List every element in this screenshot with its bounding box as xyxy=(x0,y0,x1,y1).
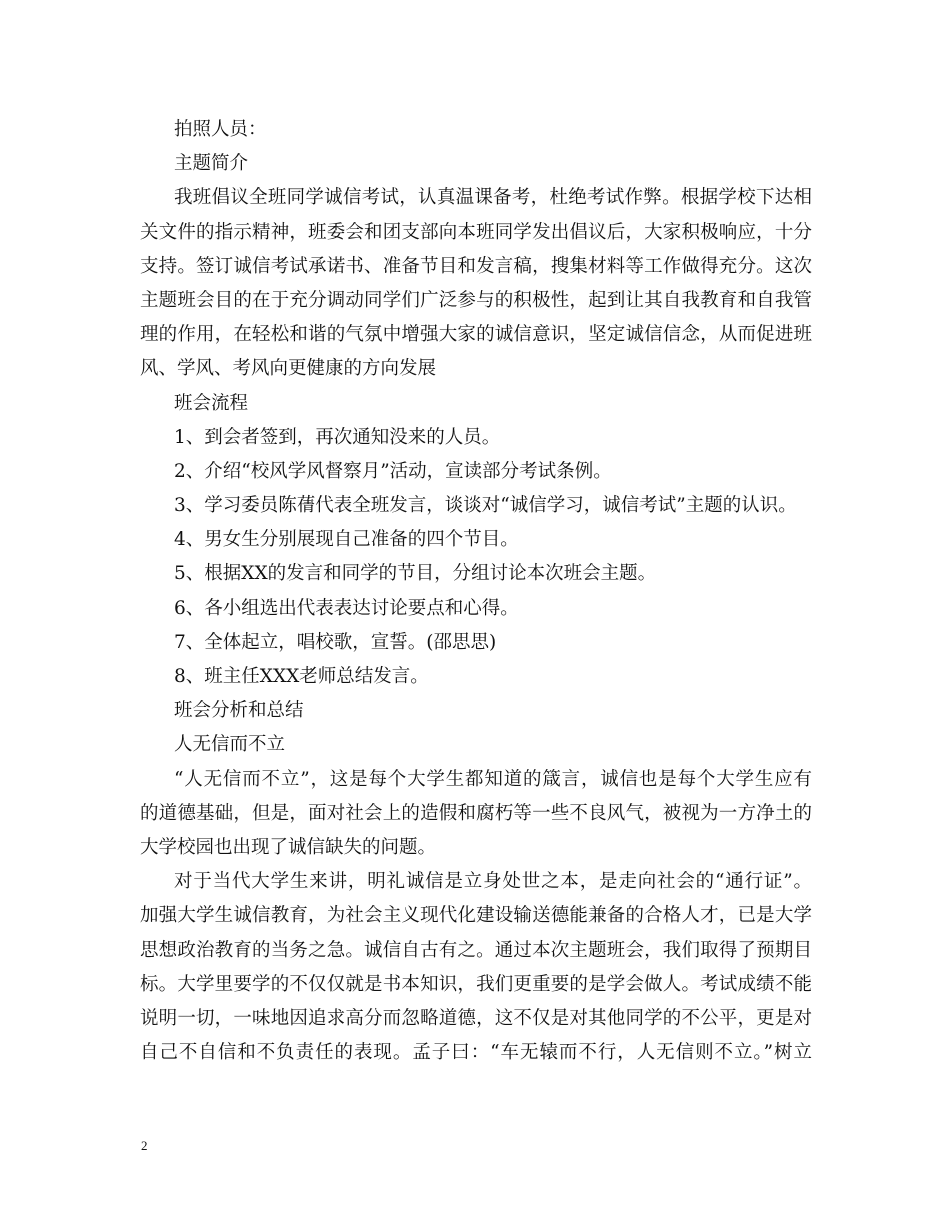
text-line: 5、根据XX的发言和同学的节目，分组讨论本次班会主题。 xyxy=(174,563,657,585)
text-line: 风、学风、考风向更健康的方向发展 xyxy=(140,358,437,380)
text-line: 关文件的指示精神，班委会和团支部向本班同学发出倡议后，大家积极响应，十分 xyxy=(140,221,812,243)
text-line: 我班倡议全班同学诚信考试，认真温课备考，杜绝考试作弊。根据学校下达相 xyxy=(174,187,812,209)
text-line: 2、介绍“校风学风督察月”活动，宣读部分考试条例。 xyxy=(174,460,612,482)
text-line: 支持。签订诚信考试承诺书、准备节目和发言稿，搜集材料等工作做得充分。这次 xyxy=(140,255,812,277)
page-number: 2 xyxy=(141,1138,148,1153)
text-line: 7、全体起立，唱校歌，宣誓。(邵思思) xyxy=(174,631,497,653)
text-line: 人无信而不立 xyxy=(174,734,286,756)
text-line: 理的作用，在轻松和谐的气氛中增强大家的诚信意识，坚定诚信信念，从而促进班 xyxy=(140,324,812,346)
text-line: 对于当代大学生来讲，明礼诚信是立身处世之本，是走向社会的“通行证”。 xyxy=(174,871,812,893)
text-line: 4、男女生分别展现自己准备的四个节目。 xyxy=(174,529,519,551)
document-body xyxy=(140,113,812,1070)
text-line: 大学校园也出现了诚信缺失的问题。 xyxy=(140,836,437,858)
text-line: 1、到会者签到，再次通知没来的人员。 xyxy=(174,426,501,448)
text-line: 主题班会目的在于充分调动同学们广泛参与的积极性，起到让其自我教育和自我管 xyxy=(140,289,812,311)
text-line: 班会分析和总结 xyxy=(174,700,304,722)
text-line: 拍照人员： xyxy=(174,119,267,140)
text-line: 思想政治教育的当务之急。诚信自古有之。通过本次主题班会，我们取得了预期目 xyxy=(140,939,812,961)
text-line: 自己不自信和不负责任的表现。孟子曰：“车无辕而不行，人无信则不立。”树立 xyxy=(140,1042,812,1064)
text-line: 标。大学里要学的不仅仅就是书本知识，我们更重要的是学会做人。考试成绩不能 xyxy=(140,973,812,995)
text-line: 班会流程 xyxy=(174,392,249,414)
text-line: 加强大学生诚信教育，为社会主义现代化建设输送德能兼备的合格人才，已是大学 xyxy=(140,905,812,927)
text-line: 8、班主任XXX老师总结发言。 xyxy=(174,666,429,687)
text-line: 主题简介 xyxy=(174,153,249,175)
text-line: “人无信而不立”，这是每个大学生都知道的箴言，诚信也是每个大学生应有 xyxy=(174,768,812,790)
text-line: 3、学习委员陈蒨代表全班发言，谈谈对“诚信学习，诚信考试”主题的认识。 xyxy=(174,495,797,517)
text-line: 的道德基础，但是，面对社会上的造假和腐朽等一些不良风气，被视为一方净土的 xyxy=(140,802,812,824)
text-line: 6、各小组选出代表表达讨论要点和心得。 xyxy=(174,597,519,619)
text-line: 说明一切，一味地因追求高分而忽略道德，这不仅是对其他同学的不公平，更是对 xyxy=(140,1007,812,1029)
